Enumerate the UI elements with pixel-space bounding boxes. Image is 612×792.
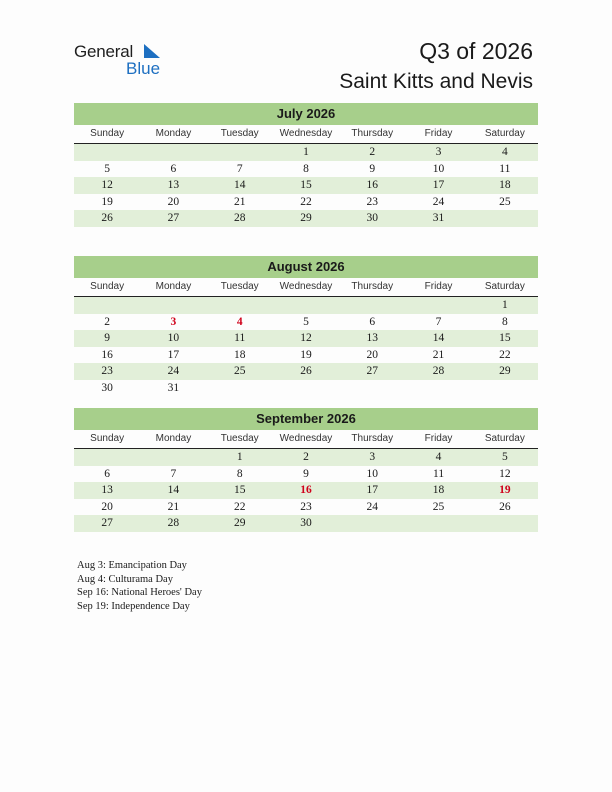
date-cell: 18 bbox=[499, 179, 511, 191]
weekday-label: Sunday bbox=[90, 128, 125, 139]
date-cell: 21 bbox=[167, 500, 180, 513]
date-cell: 8 bbox=[501, 315, 508, 328]
date-cell: 20 bbox=[167, 195, 180, 208]
date-cell bbox=[472, 210, 538, 227]
date-cell: 26 bbox=[499, 500, 511, 513]
date-cell: 15 bbox=[300, 179, 312, 191]
date-cell: 25 bbox=[499, 195, 511, 208]
calendar-september bbox=[74, 408, 538, 532]
date-cell: 26 bbox=[101, 212, 113, 224]
date-cell: 18 bbox=[233, 348, 246, 361]
date-cell: 11 bbox=[433, 467, 445, 480]
weekday-label: Monday bbox=[155, 281, 192, 292]
date-cell: 22 bbox=[233, 500, 246, 513]
date-cell: 12 bbox=[101, 179, 113, 191]
holiday-note: Aug 3: Emancipation Day bbox=[77, 560, 187, 571]
date-cell: 1 bbox=[501, 299, 508, 311]
date-cell: 24 bbox=[432, 195, 445, 208]
weekday-header-row bbox=[74, 125, 538, 144]
holiday-note: Sep 19: Independence Day bbox=[77, 600, 190, 612]
date-cell: 9 bbox=[303, 467, 309, 480]
date-cell: 17 bbox=[366, 484, 379, 496]
date-cell: 19 bbox=[101, 195, 113, 208]
date-cell: 5 bbox=[104, 162, 111, 175]
date-cell: 1 bbox=[236, 451, 243, 463]
week-row bbox=[74, 515, 538, 532]
date-cell: 13 bbox=[167, 179, 180, 191]
holiday-date-cell: 3 bbox=[170, 315, 177, 328]
holiday-note: Sep 16: National Heroes' Day bbox=[77, 587, 202, 598]
date-cell bbox=[207, 380, 273, 397]
weekday-label: Thursday bbox=[351, 281, 394, 292]
logo-triangle-icon bbox=[142, 44, 162, 60]
weekday-label: Sunday bbox=[90, 433, 125, 444]
date-cell: 25 bbox=[233, 365, 246, 377]
generalblue-logo bbox=[74, 42, 174, 78]
date-cell: 30 bbox=[300, 517, 312, 529]
date-cell: 8 bbox=[303, 162, 309, 175]
date-cell: 28 bbox=[233, 212, 246, 224]
date-cell: 16 bbox=[101, 348, 113, 361]
date-cell bbox=[339, 297, 405, 314]
month-title: August 2026 bbox=[74, 256, 538, 278]
week-row bbox=[74, 194, 538, 211]
logo-text-general: General bbox=[74, 42, 134, 61]
date-cell: 23 bbox=[300, 500, 312, 513]
date-cell bbox=[472, 515, 538, 532]
holiday-date-cell: 4 bbox=[236, 315, 243, 328]
date-cell: 12 bbox=[300, 332, 312, 344]
week-row bbox=[74, 449, 538, 466]
date-cell: 11 bbox=[499, 162, 511, 175]
date-cell: 10 bbox=[167, 332, 180, 344]
date-cell: 24 bbox=[366, 500, 379, 513]
date-cell: 13 bbox=[366, 332, 379, 344]
week-row bbox=[74, 380, 538, 397]
date-cell: 16 bbox=[366, 179, 379, 191]
date-cell: 22 bbox=[300, 195, 312, 208]
date-cell: 8 bbox=[236, 467, 243, 480]
date-cell: 19 bbox=[300, 348, 312, 361]
date-cell: 4 bbox=[435, 451, 442, 463]
weekday-label: Thursday bbox=[351, 128, 394, 139]
date-cell: 2 bbox=[104, 315, 111, 328]
weekday-label: Wednesday bbox=[279, 433, 333, 444]
date-cell bbox=[339, 515, 405, 532]
date-cell: 25 bbox=[432, 500, 445, 513]
date-cell: 2 bbox=[369, 146, 376, 158]
month-title: July 2026 bbox=[74, 103, 538, 125]
holiday-date-cell: 16 bbox=[300, 484, 312, 496]
weekday-label: Monday bbox=[155, 128, 192, 139]
date-cell: 9 bbox=[104, 332, 111, 344]
date-cell: 22 bbox=[499, 348, 511, 361]
week-row bbox=[74, 177, 538, 194]
date-cell: 10 bbox=[366, 467, 379, 480]
date-cell: 23 bbox=[101, 365, 113, 377]
weekday-label: Friday bbox=[424, 281, 453, 292]
date-cell: 29 bbox=[300, 212, 312, 224]
date-cell: 14 bbox=[432, 332, 445, 344]
holiday-note: Aug 4: Culturama Day bbox=[77, 573, 173, 585]
holiday-notes bbox=[77, 559, 202, 613]
logo-text-blue: Blue bbox=[126, 59, 161, 78]
date-cell: 10 bbox=[432, 162, 445, 175]
date-cell bbox=[207, 297, 273, 314]
date-cell: 11 bbox=[234, 332, 246, 344]
date-cell: 20 bbox=[366, 348, 379, 361]
week-row bbox=[74, 363, 538, 380]
date-cell bbox=[472, 380, 538, 397]
date-cell: 6 bbox=[104, 467, 111, 480]
date-cell: 26 bbox=[300, 365, 312, 377]
date-cell bbox=[405, 297, 471, 314]
date-cell bbox=[140, 449, 206, 466]
week-row bbox=[74, 499, 538, 516]
date-cell bbox=[74, 449, 140, 466]
date-cell: 2 bbox=[303, 451, 309, 463]
date-cell: 23 bbox=[366, 195, 379, 208]
date-cell bbox=[207, 144, 273, 161]
date-cell: 28 bbox=[167, 517, 180, 529]
date-cell: 7 bbox=[435, 315, 442, 328]
date-cell: 29 bbox=[233, 517, 246, 529]
date-cell: 31 bbox=[167, 381, 180, 394]
date-cell: 6 bbox=[369, 315, 376, 328]
week-row bbox=[74, 161, 538, 178]
date-cell bbox=[140, 297, 206, 314]
date-cell bbox=[339, 380, 405, 397]
weekday-label: Wednesday bbox=[279, 281, 333, 292]
weekday-label: Tuesday bbox=[220, 433, 259, 444]
date-cell bbox=[273, 380, 339, 397]
week-row bbox=[74, 210, 538, 227]
date-cell: 7 bbox=[170, 467, 177, 480]
date-cell bbox=[140, 144, 206, 161]
date-cell: 4 bbox=[501, 146, 508, 158]
calendar-july bbox=[74, 103, 538, 227]
weekday-label: Friday bbox=[424, 128, 453, 139]
date-cell: 29 bbox=[499, 365, 511, 377]
week-row bbox=[74, 482, 538, 499]
date-cell: 18 bbox=[432, 484, 445, 496]
date-cell bbox=[405, 380, 471, 397]
week-row bbox=[74, 347, 538, 364]
date-cell: 20 bbox=[101, 500, 113, 513]
weekday-header-row bbox=[74, 278, 538, 297]
date-cell: 5 bbox=[303, 315, 309, 328]
date-cell: 27 bbox=[167, 212, 180, 224]
calendar-august bbox=[74, 256, 538, 396]
week-row bbox=[74, 330, 538, 347]
weekday-label: Tuesday bbox=[220, 128, 259, 139]
date-cell: 7 bbox=[236, 162, 243, 175]
weekday-label: Saturday bbox=[484, 128, 525, 139]
date-cell: 31 bbox=[432, 212, 445, 224]
date-cell: 1 bbox=[303, 146, 309, 158]
weekday-label: Wednesday bbox=[279, 128, 333, 139]
date-cell: 21 bbox=[432, 348, 445, 361]
date-cell: 21 bbox=[233, 195, 246, 208]
date-cell: 17 bbox=[167, 348, 180, 361]
week-row bbox=[74, 144, 538, 161]
date-cell: 27 bbox=[101, 517, 113, 529]
date-cell bbox=[74, 297, 140, 314]
weekday-label: Friday bbox=[424, 433, 453, 444]
date-cell: 5 bbox=[501, 451, 508, 463]
week-row bbox=[74, 466, 538, 483]
date-cell: 6 bbox=[170, 162, 177, 175]
weekday-label: Thursday bbox=[351, 433, 394, 444]
page-title-quarter: Q3 of 2026 bbox=[419, 38, 533, 64]
page-title-country: Saint Kitts and Nevis bbox=[339, 70, 533, 93]
date-cell: 12 bbox=[499, 467, 511, 480]
weekday-label: Saturday bbox=[484, 433, 525, 444]
date-cell bbox=[273, 297, 339, 314]
date-cell: 17 bbox=[432, 179, 445, 191]
date-cell: 30 bbox=[101, 381, 113, 394]
month-title: September 2026 bbox=[74, 408, 538, 430]
date-cell: 28 bbox=[432, 365, 445, 377]
holiday-date-cell: 19 bbox=[499, 484, 511, 496]
date-cell: 14 bbox=[167, 484, 180, 496]
date-cell: 15 bbox=[233, 484, 246, 496]
date-cell: 3 bbox=[369, 451, 376, 463]
weekday-label: Monday bbox=[155, 433, 192, 444]
weekday-header-row bbox=[74, 430, 538, 449]
weekday-label: Tuesday bbox=[220, 281, 259, 292]
week-row bbox=[74, 297, 538, 314]
weekday-label: Sunday bbox=[90, 281, 125, 292]
date-cell: 30 bbox=[366, 212, 379, 224]
date-cell bbox=[405, 515, 471, 532]
weekday-label: Saturday bbox=[484, 281, 525, 292]
date-cell: 27 bbox=[366, 365, 379, 377]
date-cell: 13 bbox=[101, 484, 113, 496]
date-cell: 3 bbox=[435, 146, 442, 158]
date-cell: 24 bbox=[167, 365, 180, 377]
week-row bbox=[74, 314, 538, 331]
date-cell: 14 bbox=[233, 179, 246, 191]
date-cell bbox=[74, 144, 140, 161]
date-cell: 9 bbox=[369, 162, 376, 175]
date-cell: 15 bbox=[499, 332, 511, 344]
